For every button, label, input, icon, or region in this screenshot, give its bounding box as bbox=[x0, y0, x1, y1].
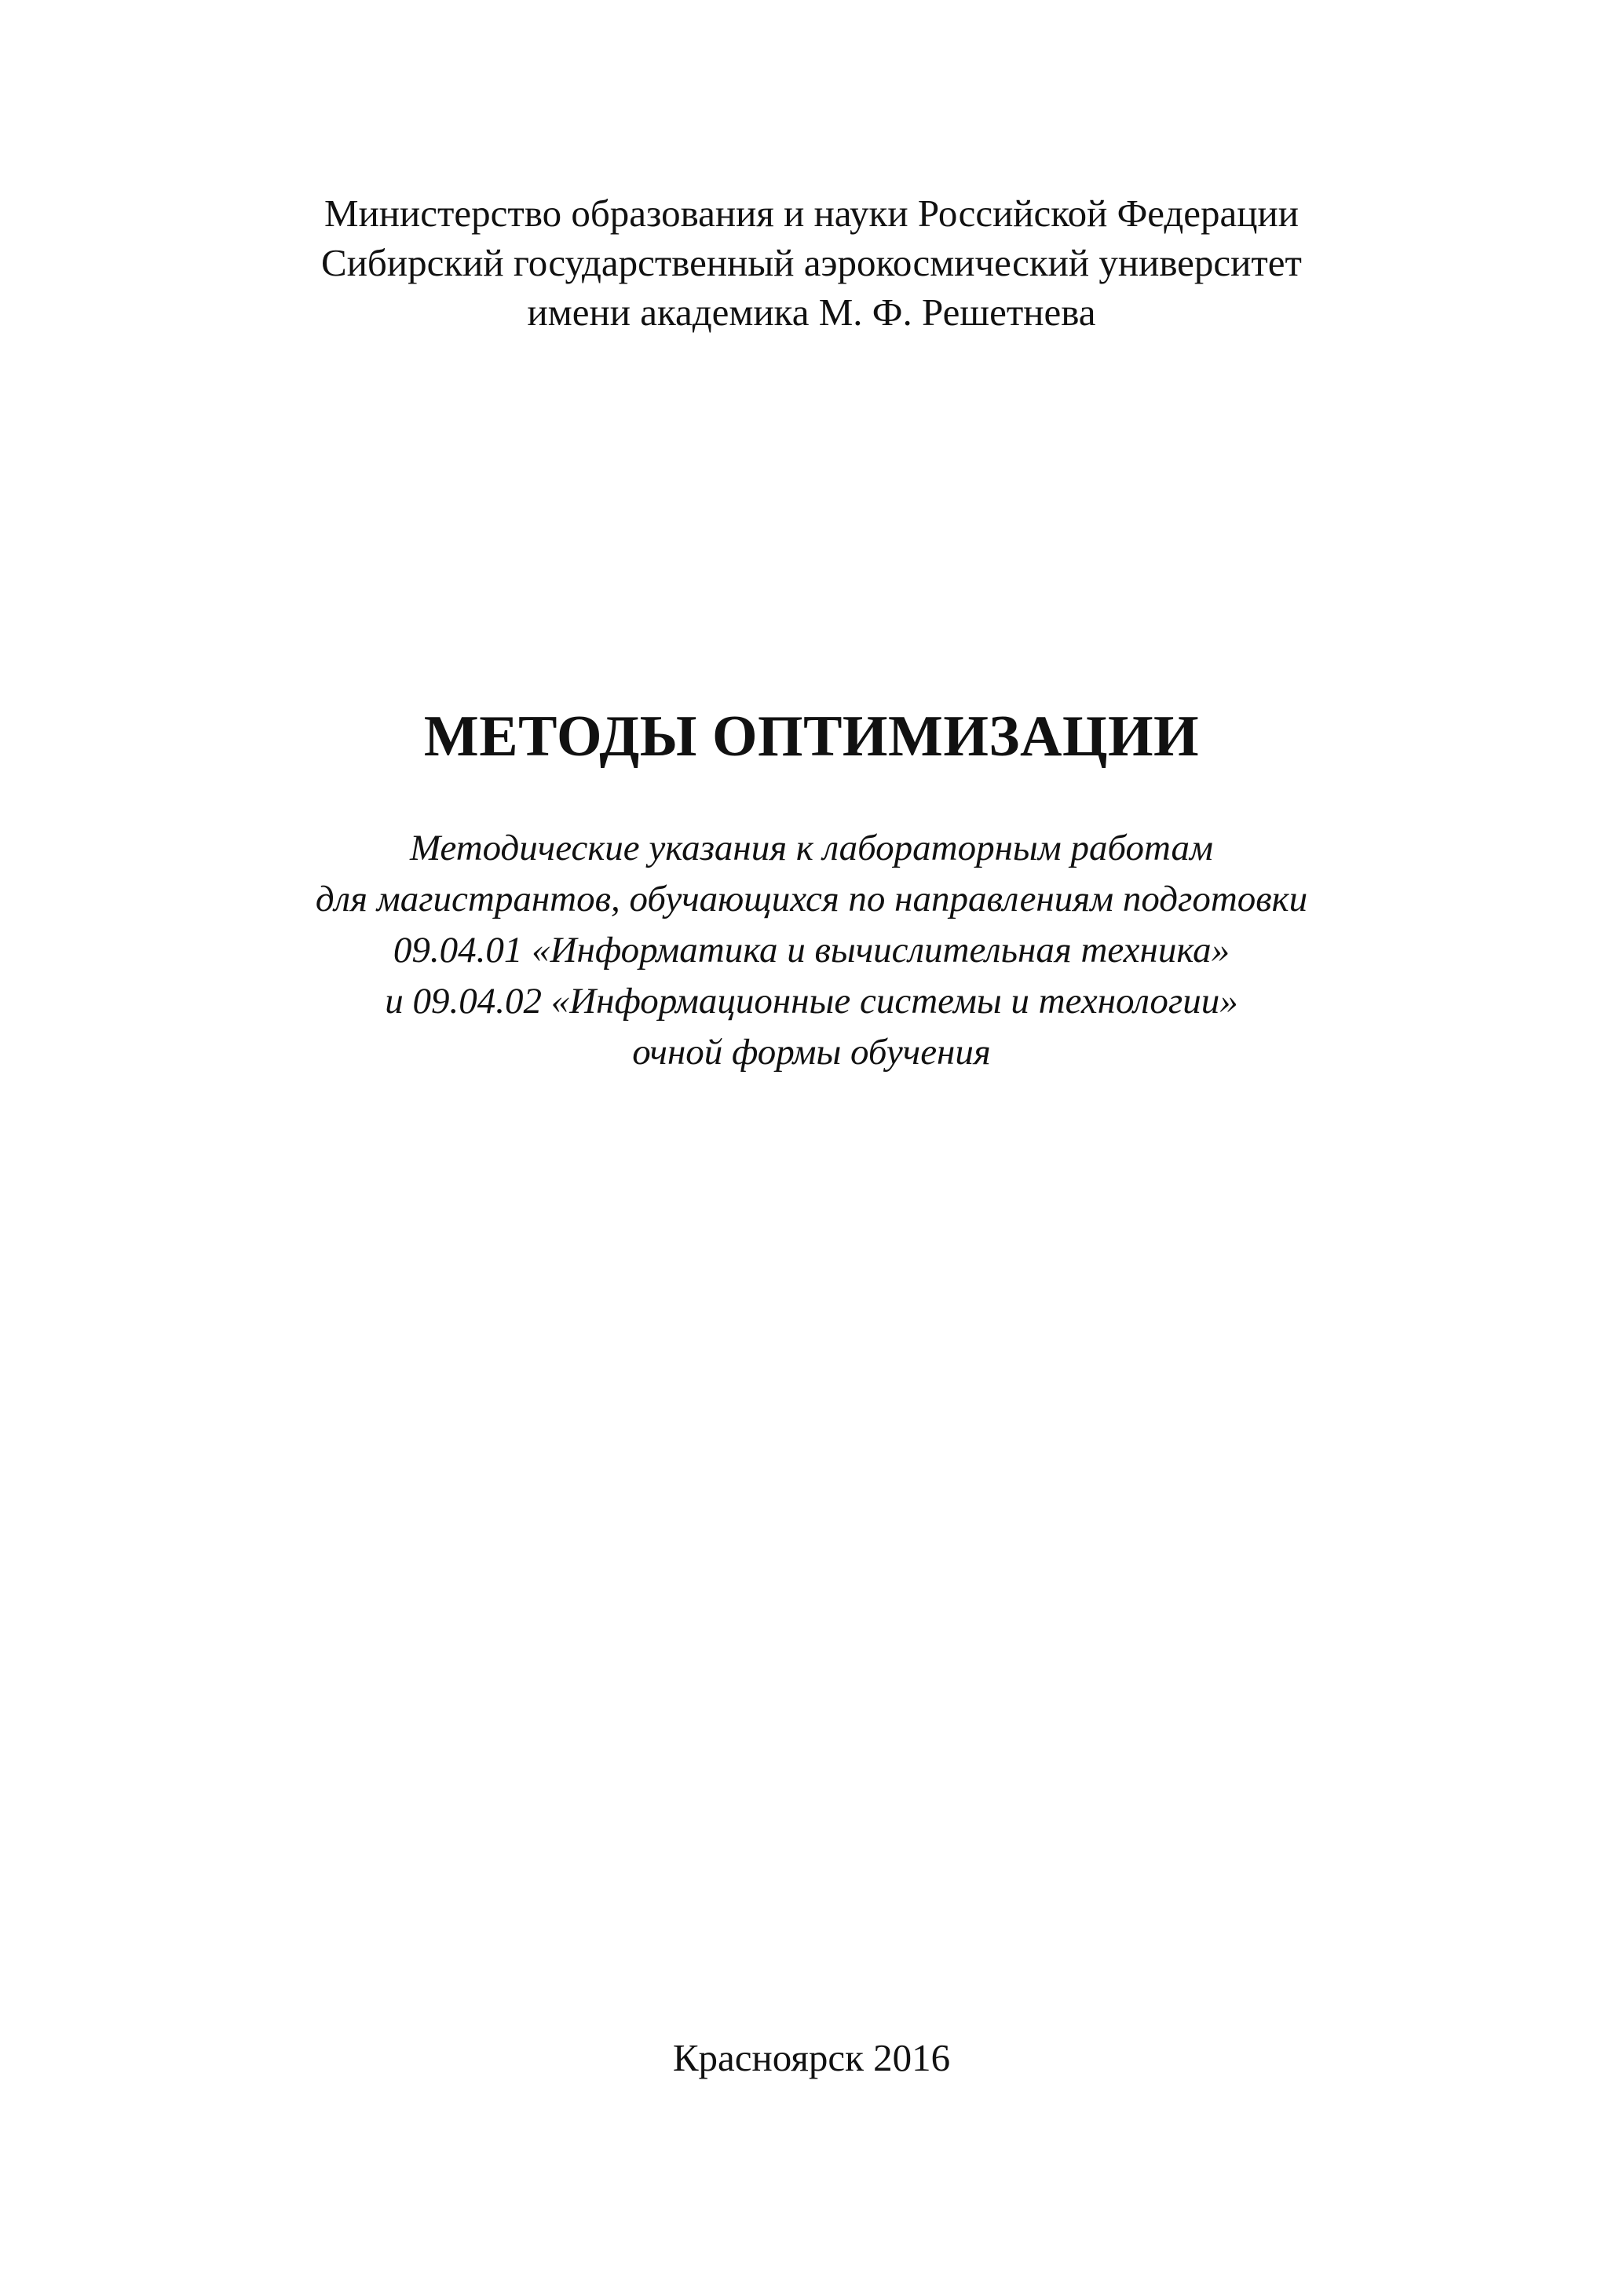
ministry-line: Министерство образования и науки Российской Федерации bbox=[324, 192, 1299, 235]
document-subtitle bbox=[0, 823, 1623, 1078]
subtitle-line: и 09.04.02 «Информационные системы и технологии» bbox=[385, 981, 1238, 1022]
university-namesake-line: имени академика М. Ф. Решетнева bbox=[527, 291, 1096, 334]
place-and-year: Красноярск 2016 bbox=[672, 2036, 951, 2079]
subtitle-line: для магистрантов, обучающихся по направлениям подготовки bbox=[315, 879, 1308, 919]
document-title: МЕТОДЫ ОПТИМИЗАЦИИ bbox=[423, 704, 1200, 769]
university-line: Сибирский государственный аэрокосмический университет bbox=[321, 241, 1302, 284]
subtitle-line: 09.04.01 «Информатика и вычислительная техника» bbox=[393, 930, 1230, 971]
institution-header bbox=[0, 188, 1623, 337]
subtitle-line: очной формы обучения bbox=[632, 1032, 991, 1073]
subtitle-line: Методические указания к лабораторным работам bbox=[409, 828, 1214, 868]
